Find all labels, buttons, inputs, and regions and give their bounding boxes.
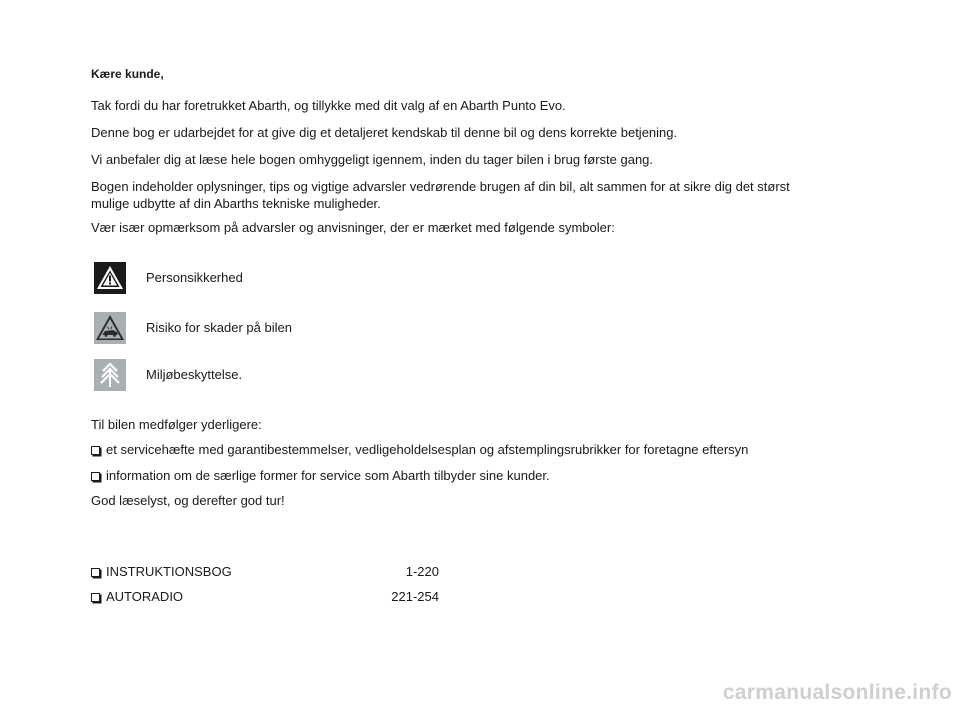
intro-paragraph-3: Vi anbefaler dig at læse hele bogen omhyggeligt igennem, inden du tager bilen i brug første gang. bbox=[91, 152, 654, 167]
environment-tree-icon bbox=[94, 359, 126, 391]
car-damage-icon bbox=[94, 312, 126, 344]
toc-row bbox=[91, 588, 451, 606]
toc-pages: 221-254 bbox=[391, 589, 439, 604]
checkbox-bullet-icon bbox=[91, 593, 100, 602]
symbol-row-car-damage bbox=[94, 312, 494, 344]
checkbox-bullet-icon bbox=[91, 568, 100, 577]
list-item-text: et servicehæfte med garantibestemmelser, vedligeholdelsesplan og afstemplingsrubrikker for foretagne eftersyn bbox=[106, 442, 749, 457]
intro-paragraph-5: Vær især opmærksom på advarsler og anvisninger, der er mærket med følgende symboler: bbox=[91, 220, 615, 235]
checkbox-bullet-icon bbox=[91, 472, 100, 481]
checkbox-bullet-icon bbox=[91, 446, 100, 455]
toc-title: AUTORADIO bbox=[91, 588, 183, 605]
list-item bbox=[91, 441, 748, 458]
toc-row bbox=[91, 563, 451, 581]
symbol-label: Miljøbeskyttelse. bbox=[146, 367, 243, 382]
intro-paragraph-2: Denne bog er udarbejdet for at give dig et detaljeret kendskab til denne bil og dens korrekte betjening. bbox=[91, 125, 678, 140]
warning-triangle-icon bbox=[94, 262, 126, 294]
intro-paragraph-4: Bogen indeholder oplysninger, tips og vigtige advarsler vedrørende brugen af din bil, alt sammen for at sikre dig det størst mulige udbytte af din Abarths tekniske muligheder. bbox=[91, 179, 790, 211]
closing-line: God læselyst, og derefter god tur! bbox=[91, 493, 285, 508]
symbol-label: Risiko for skader på bilen bbox=[146, 320, 292, 335]
intro-paragraph-1: Tak fordi du har foretrukket Abarth, og tillykke med dit valg af en Abarth Punto Evo. bbox=[91, 98, 566, 113]
extras-heading: Til bilen medfølger yderligere: bbox=[91, 417, 262, 432]
list-item bbox=[91, 467, 550, 484]
symbol-row-personal-safety bbox=[94, 262, 494, 294]
toc-title: INSTRUKTIONSBOG bbox=[91, 563, 232, 580]
symbol-label: Personsikkerhed bbox=[146, 270, 243, 285]
watermark: carmanualsonline.info bbox=[722, 681, 952, 704]
symbol-row-environment bbox=[94, 359, 494, 391]
greeting: Kære kunde, bbox=[91, 67, 164, 81]
toc-pages: 1-220 bbox=[405, 564, 439, 579]
list-item-text: information om de særlige former for service som Abarth tilbyder sine kunder. bbox=[106, 468, 550, 483]
